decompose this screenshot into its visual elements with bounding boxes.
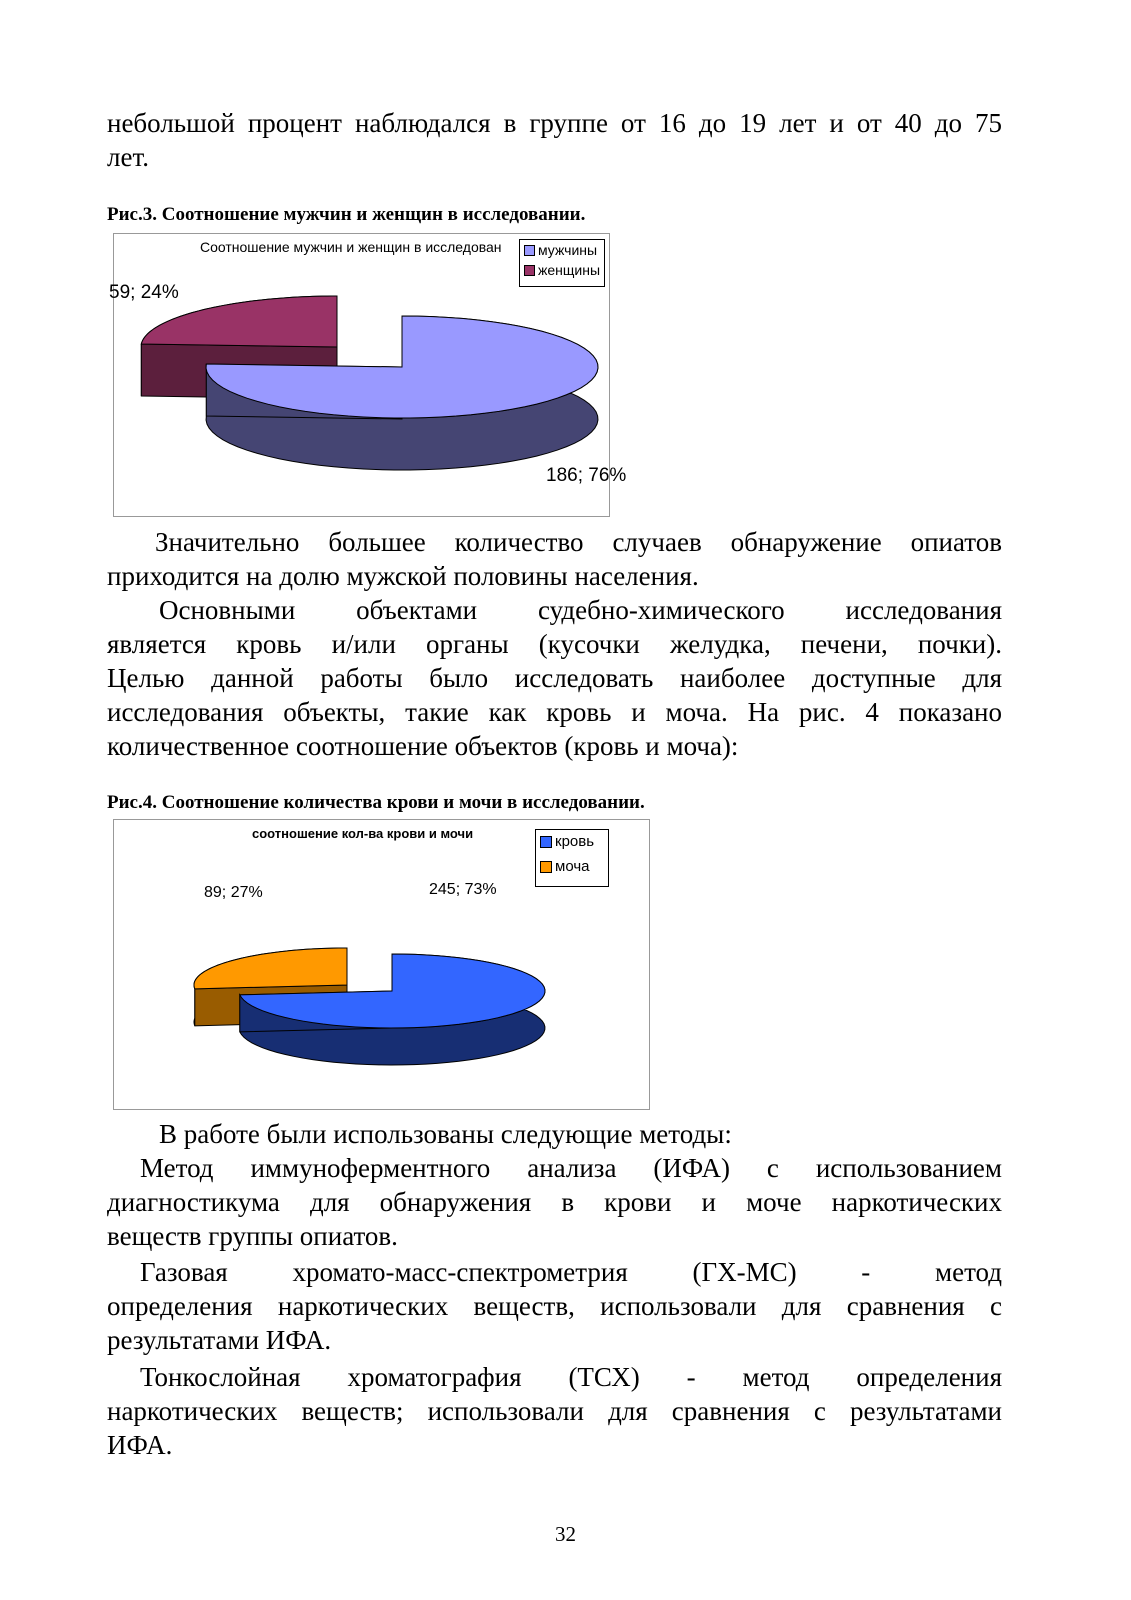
- para2-line-2: является кровь и/или органы (кусочки желудка, печени, почки).: [107, 629, 1002, 659]
- intro-line-2: лет.: [107, 142, 149, 172]
- legend-label-men: мужчины: [538, 242, 598, 258]
- methods-intro: В работе были использованы следующие методы:: [159, 1119, 732, 1149]
- chart-2-title: соотношение кол-ва крови и мочи: [252, 826, 474, 841]
- chart-1-label-women: 59; 24%: [109, 282, 179, 303]
- figure-4-caption: Рис.4. Соотношение количества крови и мочи в исследовании.: [107, 792, 645, 813]
- method2-line-3: результатами ИФА.: [107, 1325, 332, 1355]
- para1-line-2: приходится на долю мужской половины населения.: [107, 561, 699, 591]
- chart-2-label-urine: 89; 27%: [204, 884, 263, 901]
- method3-line-1: Тонкослойная хроматография (ТСХ) - метод определения: [140, 1362, 1002, 1392]
- legend-label-urine: моча: [555, 858, 590, 875]
- chart-2-label-blood: 245; 73%: [429, 881, 497, 898]
- method1-line-1: Метод иммуноферментного анализа (ИФА) с использованием: [140, 1153, 1002, 1183]
- method1-line-2: диагностикума для обнаружения в крови и моче наркотических: [107, 1187, 1002, 1217]
- chart-1-title: Соотношение мужчин и женщин в исследован: [200, 239, 502, 255]
- method3-line-2: наркотических веществ; использовали для сравнения с результатами: [107, 1396, 1002, 1426]
- para2-line-4: исследования объекты, такие как кровь и моча. На рис. 4 показано: [107, 697, 1002, 727]
- para2-line-1: Основными объектами судебно-химического исследования: [159, 595, 1002, 625]
- page-number: 32: [555, 1522, 576, 1546]
- legend-label-women: женщины: [537, 262, 600, 278]
- pie-0-slice-1-top: [141, 296, 337, 347]
- intro-line-1: небольшой процент наблюдался в группе от 16 до 19 лет и от 40 до 75: [107, 108, 1002, 138]
- para1-line-1: Значительно большее количество случаев обнаружение опиатов: [155, 527, 1002, 557]
- para2-line-5: количественное соотношение объектов (кровь и моча):: [107, 731, 739, 761]
- para2-line-3: Целью данной работы было исследовать наиболее доступные для: [107, 663, 1002, 693]
- legend-label-blood: кровь: [555, 833, 595, 850]
- method3-line-3: ИФА.: [107, 1430, 173, 1460]
- pie-1-slice-1-top: [194, 948, 347, 989]
- method2-line-2: определения наркотических веществ, использовали для сравнения с: [107, 1291, 1002, 1321]
- chart-1-label-men: 186; 76%: [546, 465, 627, 486]
- method2-line-1: Газовая хромато-масс-спектрометрия (ГХ-МС) - метод: [140, 1257, 1002, 1287]
- method1-line-3: веществ группы опиатов.: [107, 1221, 398, 1251]
- figure-3-caption: Рис.3. Соотношение мужчин и женщин в исследовании.: [107, 204, 586, 225]
